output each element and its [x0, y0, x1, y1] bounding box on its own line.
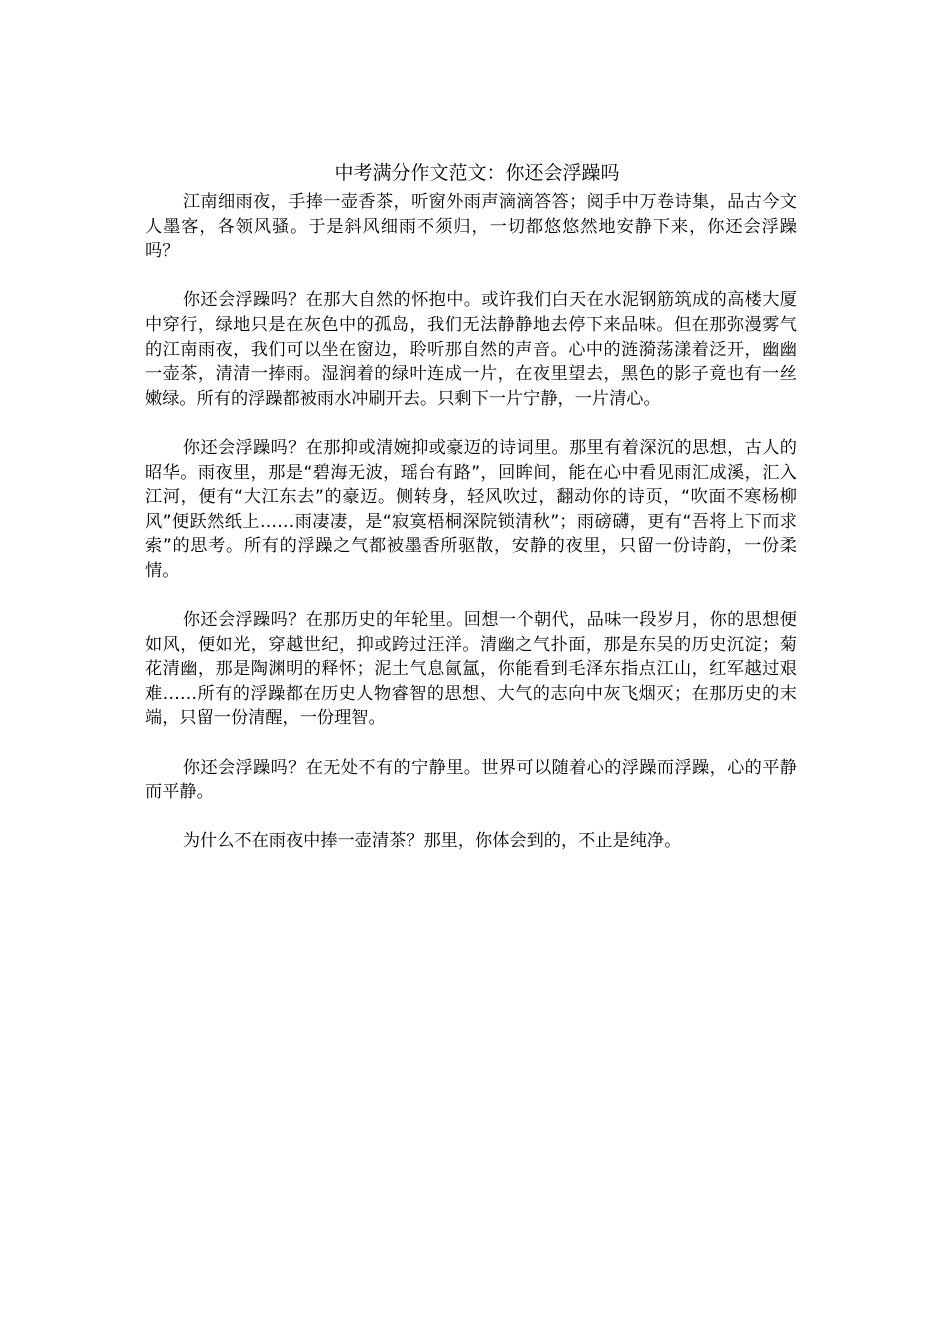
document-title: 中考满分作文范文：你还会浮躁吗	[334, 162, 620, 184]
paragraph-5: 你还会浮躁吗？在无处不有的宁静里。世界可以随着心的浮躁而浮躁，心的平静而平静。	[145, 757, 797, 803]
paragraph-6: 为什么不在雨夜中捧一壶清茶？那里，你体会到的，不止是纯净。	[182, 831, 682, 852]
paragraph-3: 你还会浮躁吗？在那抑或清婉抑或豪迈的诗词里。那里有着深沉的思想，古人的昭华。雨夜里，那是“碧海无波，瑶台有路”，回眸间，能在心中看见雨汇成溪，汇入江河，便有“大江东去”的豪迈。侧转身，轻风吹过，翻动你的诗页，“吹面不寒杨柳风”便跃然纸上……雨凄凄，是“寂寞梧桐深院锁清秋”；雨磅礴，更有“吾将上下而求索”的思考。所有的浮躁之气都被墨香所驱散，安静的夜里，只留一份诗韵，一份柔情。	[145, 437, 797, 581]
paragraph-2: 你还会浮躁吗？在那大自然的怀抱中。或许我们白天在水泥钢筋筑成的高楼大厦中穿行，绿地只是在灰色中的孤岛，我们无法静静地去停下来品味。但在那弥漫雾气的江南雨夜，我们可以坐在窗边，聆听那自然的声音。心中的涟漪荡漾着泛开，幽幽一壶茶，清清一捧雨。湿润着的绿叶连成一片，在夜里望去，黑色的影子竟也有一丝嫩绿。所有的浮躁都被雨水冲刷开去。只剩下一片宁静，一片清心。	[145, 290, 797, 409]
paragraph-1: 江南细雨夜，手捧一壶香茶，听窗外雨声滴滴答答；阅手中万卷诗集，品古今文人墨客，各领风骚。于是斜风细雨不须归，一切都悠悠然地安静下来，你还会浮躁吗？	[145, 192, 797, 262]
document-page	[145, 158, 797, 879]
paragraph-4: 你还会浮躁吗？在那历史的年轮里。回想一个朝代，品味一段岁月，你的思想便如风，便如光，穿越世纪，抑或跨过汪洋。清幽之气扑面，那是东吴的历史沉淀；菊花清幽，那是陶渊明的释怀；泥土气息氤氲，你能看到毛泽东指点江山，红军越过艰难……所有的浮躁都在历史人物睿智的思想、大气的志向中灰飞烟灭；在那历史的末端，只留一份清醒，一份理智。	[145, 610, 797, 729]
